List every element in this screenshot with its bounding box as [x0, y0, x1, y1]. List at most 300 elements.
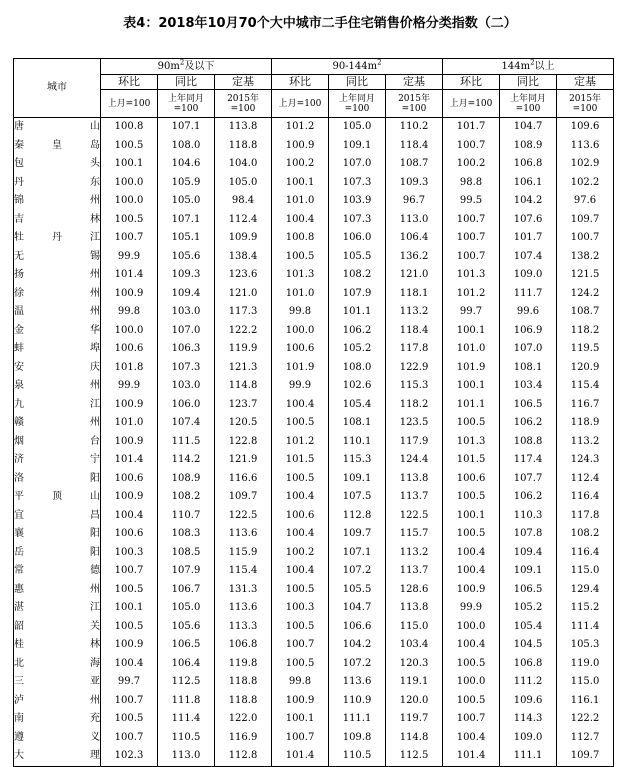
- index-value: 112.4: [215, 211, 272, 230]
- index-value: 105.5: [329, 248, 386, 267]
- table-row: [14, 137, 614, 156]
- index-value: 118.2: [557, 322, 614, 341]
- index-value: 122.2: [557, 710, 614, 729]
- index-value: 115.0: [557, 673, 614, 692]
- index-value: 100.9: [443, 581, 500, 600]
- index-value: 100.4: [272, 396, 329, 415]
- index-value: 100.7: [101, 229, 158, 248]
- index-value: 109.6: [500, 692, 557, 711]
- index-value: 118.9: [557, 414, 614, 433]
- index-value: 106.7: [158, 581, 215, 600]
- index-value: 118.1: [386, 285, 443, 304]
- city-name: 无锡: [14, 248, 101, 267]
- index-value: 108.5: [158, 544, 215, 563]
- city-name: 锦州: [14, 192, 101, 211]
- index-value: 109.9: [215, 229, 272, 248]
- index-value: 108.8: [500, 433, 557, 452]
- index-value: 105.3: [557, 636, 614, 655]
- index-value: 122.8: [215, 433, 272, 452]
- index-value: 100.9: [101, 636, 158, 655]
- table-row: [14, 396, 614, 415]
- index-value: 108.2: [557, 525, 614, 544]
- table-row: [14, 451, 614, 470]
- index-value: 129.4: [557, 581, 614, 600]
- index-value: 111.8: [158, 692, 215, 711]
- index-value: 107.0: [500, 340, 557, 359]
- index-value: 100.0: [272, 322, 329, 341]
- index-value: 102.2: [557, 174, 614, 193]
- city-name: 九江: [14, 396, 101, 415]
- index-value: 100.6: [272, 340, 329, 359]
- index-value: 108.1: [500, 359, 557, 378]
- index-value: 100.4: [272, 488, 329, 507]
- table-row: [14, 747, 614, 766]
- index-value: 117.9: [386, 433, 443, 452]
- base-header-label: 2015年=100: [386, 90, 443, 118]
- index-value: 116.6: [215, 470, 272, 489]
- index-value: 108.0: [329, 359, 386, 378]
- index-value: 124.3: [557, 451, 614, 470]
- index-value: 121.9: [215, 451, 272, 470]
- index-value: 102.3: [101, 747, 158, 766]
- index-value: 100.4: [443, 562, 500, 581]
- index-value: 114.2: [158, 451, 215, 470]
- table-row: [14, 618, 614, 637]
- index-value: 98.8: [443, 174, 500, 193]
- index-value: 108.9: [158, 470, 215, 489]
- index-value: 119.9: [215, 340, 272, 359]
- index-value: 103.0: [158, 377, 215, 396]
- index-value: 119.7: [386, 710, 443, 729]
- index-value: 118.8: [215, 137, 272, 156]
- index-value: 100.4: [272, 525, 329, 544]
- index-value: 113.6: [557, 137, 614, 156]
- index-value: 110.3: [500, 507, 557, 526]
- index-value: 110.1: [329, 433, 386, 452]
- index-value: 99.8: [272, 303, 329, 322]
- index-value: 101.4: [101, 266, 158, 285]
- index-value: 106.6: [329, 618, 386, 637]
- base-header-label: 上月=100: [272, 90, 329, 118]
- index-value: 105.6: [158, 618, 215, 637]
- index-value: 101.0: [101, 414, 158, 433]
- city-name: 遵义: [14, 729, 101, 748]
- index-value: 115.9: [215, 544, 272, 563]
- index-value: 121.3: [215, 359, 272, 378]
- city-name: 金华: [14, 322, 101, 341]
- sub-header-label: 定基: [215, 75, 272, 90]
- index-value: 101.0: [272, 192, 329, 211]
- index-value: 113.3: [215, 618, 272, 637]
- index-value: 103.4: [386, 636, 443, 655]
- index-value: 108.1: [329, 414, 386, 433]
- city-name: 徐州: [14, 285, 101, 304]
- index-value: 109.7: [215, 488, 272, 507]
- index-value: 101.5: [443, 451, 500, 470]
- index-value: 109.0: [500, 266, 557, 285]
- index-value: 105.0: [158, 599, 215, 618]
- index-value: 116.1: [557, 692, 614, 711]
- index-value: 100.3: [101, 544, 158, 563]
- index-value: 101.0: [443, 340, 500, 359]
- index-value: 99.9: [443, 599, 500, 618]
- index-value: 107.9: [158, 562, 215, 581]
- index-value: 113.6: [215, 599, 272, 618]
- sub-header-row: [14, 75, 614, 90]
- table-row: [14, 729, 614, 748]
- index-value: 122.0: [215, 710, 272, 729]
- index-value: 119.5: [557, 340, 614, 359]
- table-row: [14, 525, 614, 544]
- index-value: 100.0: [443, 673, 500, 692]
- table-row: [14, 710, 614, 729]
- index-value: 113.8: [386, 470, 443, 489]
- city-name: 包头: [14, 155, 101, 174]
- index-value: 100.0: [101, 174, 158, 193]
- index-value: 106.0: [329, 229, 386, 248]
- index-value: 107.6: [500, 211, 557, 230]
- index-value: 104.2: [329, 636, 386, 655]
- index-value: 100.5: [272, 414, 329, 433]
- index-value: 110.5: [329, 747, 386, 766]
- index-value: 101.1: [329, 303, 386, 322]
- index-value: 108.3: [158, 525, 215, 544]
- index-value: 100.5: [443, 488, 500, 507]
- index-value: 113.7: [386, 562, 443, 581]
- index-value: 100.1: [443, 377, 500, 396]
- sub-header-label: 同比: [500, 75, 557, 90]
- city-name: 唐山: [14, 118, 101, 137]
- index-value: 117.8: [557, 507, 614, 526]
- table-row: [14, 118, 614, 137]
- table-row: [14, 192, 614, 211]
- index-value: 100.4: [272, 562, 329, 581]
- index-value: 107.3: [329, 174, 386, 193]
- index-value: 100.7: [272, 636, 329, 655]
- index-value: 104.6: [158, 155, 215, 174]
- table-title: 表4：2018年10月70个大中城市二手住宅销售价格分类指数（二）: [123, 16, 517, 31]
- index-value: 100.0: [101, 322, 158, 341]
- city-name: 桂林: [14, 636, 101, 655]
- index-value: 100.1: [101, 599, 158, 618]
- table-row: [14, 636, 614, 655]
- index-value: 103.0: [158, 303, 215, 322]
- table-row: [14, 322, 614, 341]
- base-header-label: 2015年=100: [557, 90, 614, 118]
- index-value: 100.4: [101, 655, 158, 674]
- index-value: 105.5: [329, 581, 386, 600]
- index-value: 100.6: [101, 340, 158, 359]
- index-value: 110.7: [158, 507, 215, 526]
- index-value: 110.9: [329, 692, 386, 711]
- index-value: 101.8: [101, 359, 158, 378]
- index-value: 138.2: [557, 248, 614, 267]
- city-name: 韶关: [14, 618, 101, 637]
- index-value: 102.6: [329, 377, 386, 396]
- index-value: 115.0: [557, 562, 614, 581]
- index-value: 119.1: [386, 673, 443, 692]
- city-name: 岳阳: [14, 544, 101, 563]
- city-name: 烟台: [14, 433, 101, 452]
- index-value: 109.3: [386, 174, 443, 193]
- index-value: 107.2: [329, 655, 386, 674]
- index-value: 100.8: [272, 229, 329, 248]
- index-value: 106.8: [215, 636, 272, 655]
- city-name: 泸州: [14, 692, 101, 711]
- index-value: 107.7: [500, 470, 557, 489]
- index-value: 100.5: [272, 470, 329, 489]
- city-name: 北海: [14, 655, 101, 674]
- index-value: 100.7: [443, 710, 500, 729]
- index-value: 106.8: [500, 655, 557, 674]
- index-value: 106.3: [158, 340, 215, 359]
- index-value: 118.8: [215, 692, 272, 711]
- index-value: 113.7: [386, 488, 443, 507]
- index-value: 122.5: [215, 507, 272, 526]
- index-value: 100.4: [443, 636, 500, 655]
- index-value: 118.8: [215, 673, 272, 692]
- index-value: 114.8: [386, 729, 443, 748]
- index-value: 115.2: [557, 599, 614, 618]
- table-row: [14, 359, 614, 378]
- index-value: 100.9: [101, 433, 158, 452]
- index-value: 100.1: [101, 155, 158, 174]
- index-value: 106.8: [500, 155, 557, 174]
- group-header-medium: $90-144m^2$: [272, 59, 443, 75]
- index-value: 108.7: [557, 303, 614, 322]
- index-value: 104.5: [500, 636, 557, 655]
- index-value: 101.7: [443, 118, 500, 137]
- index-value: 107.1: [329, 544, 386, 563]
- table-row: [14, 285, 614, 304]
- index-value: 100.0: [443, 618, 500, 637]
- table-row: [14, 377, 614, 396]
- city-name: 大理: [14, 747, 101, 766]
- index-value: 114.3: [500, 710, 557, 729]
- table-row: [14, 229, 614, 248]
- index-value: 105.6: [158, 248, 215, 267]
- index-value: 99.8: [272, 673, 329, 692]
- table-row: [14, 470, 614, 489]
- group-header-large: $144m^2$以上: [443, 59, 614, 75]
- index-value: 100.7: [443, 211, 500, 230]
- index-value: 113.0: [386, 211, 443, 230]
- index-value: 100.5: [272, 581, 329, 600]
- index-value: 105.0: [158, 192, 215, 211]
- index-value: 120.9: [557, 359, 614, 378]
- city-name: 秦皇岛: [14, 137, 101, 156]
- index-value: 112.8: [215, 747, 272, 766]
- index-value: 111.1: [500, 747, 557, 766]
- index-value: 100.5: [443, 414, 500, 433]
- index-value: 118.4: [386, 322, 443, 341]
- index-value: 107.1: [158, 211, 215, 230]
- index-value: 100.4: [272, 211, 329, 230]
- index-value: 109.6: [557, 118, 614, 137]
- index-value: 100.5: [101, 211, 158, 230]
- index-value: 116.4: [557, 544, 614, 563]
- index-value: 121.0: [215, 285, 272, 304]
- index-value: 109.7: [329, 525, 386, 544]
- index-value: 100.7: [272, 729, 329, 748]
- city-name: 温州: [14, 303, 101, 322]
- table-row: [14, 655, 614, 674]
- index-value: 99.9: [272, 377, 329, 396]
- index-value: 101.9: [272, 359, 329, 378]
- index-value: 123.5: [386, 414, 443, 433]
- index-value: 107.3: [158, 359, 215, 378]
- index-value: 106.4: [158, 655, 215, 674]
- index-value: 108.9: [500, 137, 557, 156]
- index-value: 100.9: [272, 137, 329, 156]
- index-value: 113.8: [215, 118, 272, 137]
- index-value: 101.5: [272, 451, 329, 470]
- base-header-label: 2015年=100: [215, 90, 272, 118]
- index-value: 111.4: [557, 618, 614, 637]
- index-value: 119.8: [215, 655, 272, 674]
- price-index-table: [13, 58, 614, 767]
- city-name: 济宁: [14, 451, 101, 470]
- index-value: 109.0: [500, 729, 557, 748]
- city-name: 洛阳: [14, 470, 101, 489]
- city-name: 扬州: [14, 266, 101, 285]
- index-value: 100.5: [101, 618, 158, 637]
- group-header-small: $90m^2$及以下: [101, 59, 272, 75]
- index-value: 101.9: [443, 359, 500, 378]
- index-value: 104.0: [215, 155, 272, 174]
- table-row: [14, 488, 614, 507]
- index-value: 112.8: [329, 507, 386, 526]
- sub-header-label: 同比: [158, 75, 215, 90]
- index-value: 114.8: [215, 377, 272, 396]
- index-value: 100.3: [272, 599, 329, 618]
- city-name: 湛江: [14, 599, 101, 618]
- index-value: 106.1: [500, 174, 557, 193]
- base-header-label: 上月=100: [101, 90, 158, 118]
- sub-header-label: 环比: [443, 75, 500, 90]
- index-value: 121.0: [386, 266, 443, 285]
- index-value: 97.6: [557, 192, 614, 211]
- index-value: 100.4: [101, 507, 158, 526]
- table-row: [14, 211, 614, 230]
- base-header-label: 上年同月=100: [500, 90, 557, 118]
- index-value: 117.3: [215, 303, 272, 322]
- index-value: 108.2: [158, 488, 215, 507]
- index-value: 138.4: [215, 248, 272, 267]
- city-name: 南充: [14, 710, 101, 729]
- index-value: 104.7: [500, 118, 557, 137]
- index-value: 99.8: [101, 303, 158, 322]
- index-value: 105.9: [158, 174, 215, 193]
- table-row: [14, 340, 614, 359]
- index-value: 109.1: [500, 562, 557, 581]
- city-name: 吉林: [14, 211, 101, 230]
- index-value: 101.2: [272, 118, 329, 137]
- index-value: 113.2: [557, 433, 614, 452]
- index-value: 100.4: [443, 544, 500, 563]
- city-name: 惠州: [14, 581, 101, 600]
- index-value: 100.1: [272, 174, 329, 193]
- index-value: 115.0: [386, 618, 443, 637]
- index-value: 101.1: [443, 396, 500, 415]
- table-row: [14, 266, 614, 285]
- index-value: 101.4: [272, 747, 329, 766]
- index-value: 100.7: [443, 137, 500, 156]
- index-value: 106.5: [158, 636, 215, 655]
- sub-header-label: 定基: [386, 75, 443, 90]
- index-value: 112.7: [557, 729, 614, 748]
- table-row: [14, 507, 614, 526]
- city-column-header: 城市: [14, 59, 101, 118]
- index-value: 122.2: [215, 322, 272, 341]
- index-value: 101.3: [443, 266, 500, 285]
- table-row: [14, 544, 614, 563]
- city-name: 平顶山: [14, 488, 101, 507]
- index-value: 104.7: [329, 599, 386, 618]
- table-row: [14, 155, 614, 174]
- table-header: [14, 59, 614, 118]
- index-value: 107.2: [329, 562, 386, 581]
- index-value: 100.5: [443, 655, 500, 674]
- index-value: 100.2: [443, 155, 500, 174]
- index-value: 115.3: [329, 451, 386, 470]
- index-value: 109.4: [158, 285, 215, 304]
- index-value: 124.4: [386, 451, 443, 470]
- index-value: 111.1: [329, 710, 386, 729]
- index-value: 100.7: [557, 229, 614, 248]
- index-value: 115.4: [215, 562, 272, 581]
- index-value: 100.5: [272, 248, 329, 267]
- index-value: 122.9: [386, 359, 443, 378]
- index-value: 100.7: [101, 692, 158, 711]
- index-value: 111.4: [158, 710, 215, 729]
- index-value: 109.8: [329, 729, 386, 748]
- city-name: 常德: [14, 562, 101, 581]
- index-value: 100.7: [101, 729, 158, 748]
- index-value: 100.5: [272, 618, 329, 637]
- index-value: 100.7: [443, 229, 500, 248]
- city-name: 牡丹江: [14, 229, 101, 248]
- index-value: 101.0: [272, 285, 329, 304]
- index-value: 117.4: [500, 451, 557, 470]
- index-value: 99.7: [443, 303, 500, 322]
- index-value: 100.6: [443, 470, 500, 489]
- index-value: 122.5: [386, 507, 443, 526]
- index-value: 108.2: [329, 266, 386, 285]
- index-value: 99.5: [443, 192, 500, 211]
- city-name: 丹东: [14, 174, 101, 193]
- sub-header-label: 环比: [272, 75, 329, 90]
- index-value: 103.9: [329, 192, 386, 211]
- index-value: 100.5: [101, 137, 158, 156]
- index-value: 100.7: [443, 248, 500, 267]
- index-value: 136.2: [386, 248, 443, 267]
- index-value: 100.6: [101, 525, 158, 544]
- index-value: 131.3: [215, 581, 272, 600]
- index-value: 101.4: [101, 451, 158, 470]
- table-body: [14, 118, 614, 767]
- index-value: 112.4: [557, 470, 614, 489]
- index-value: 101.3: [443, 433, 500, 452]
- base-header-label: 上年同月=100: [329, 90, 386, 118]
- index-value: 101.4: [443, 747, 500, 766]
- index-value: 99.9: [101, 377, 158, 396]
- index-value: 100.1: [272, 710, 329, 729]
- index-value: 110.5: [158, 729, 215, 748]
- table-row: [14, 673, 614, 692]
- index-value: 106.4: [386, 229, 443, 248]
- sub-header-label: 环比: [101, 75, 158, 90]
